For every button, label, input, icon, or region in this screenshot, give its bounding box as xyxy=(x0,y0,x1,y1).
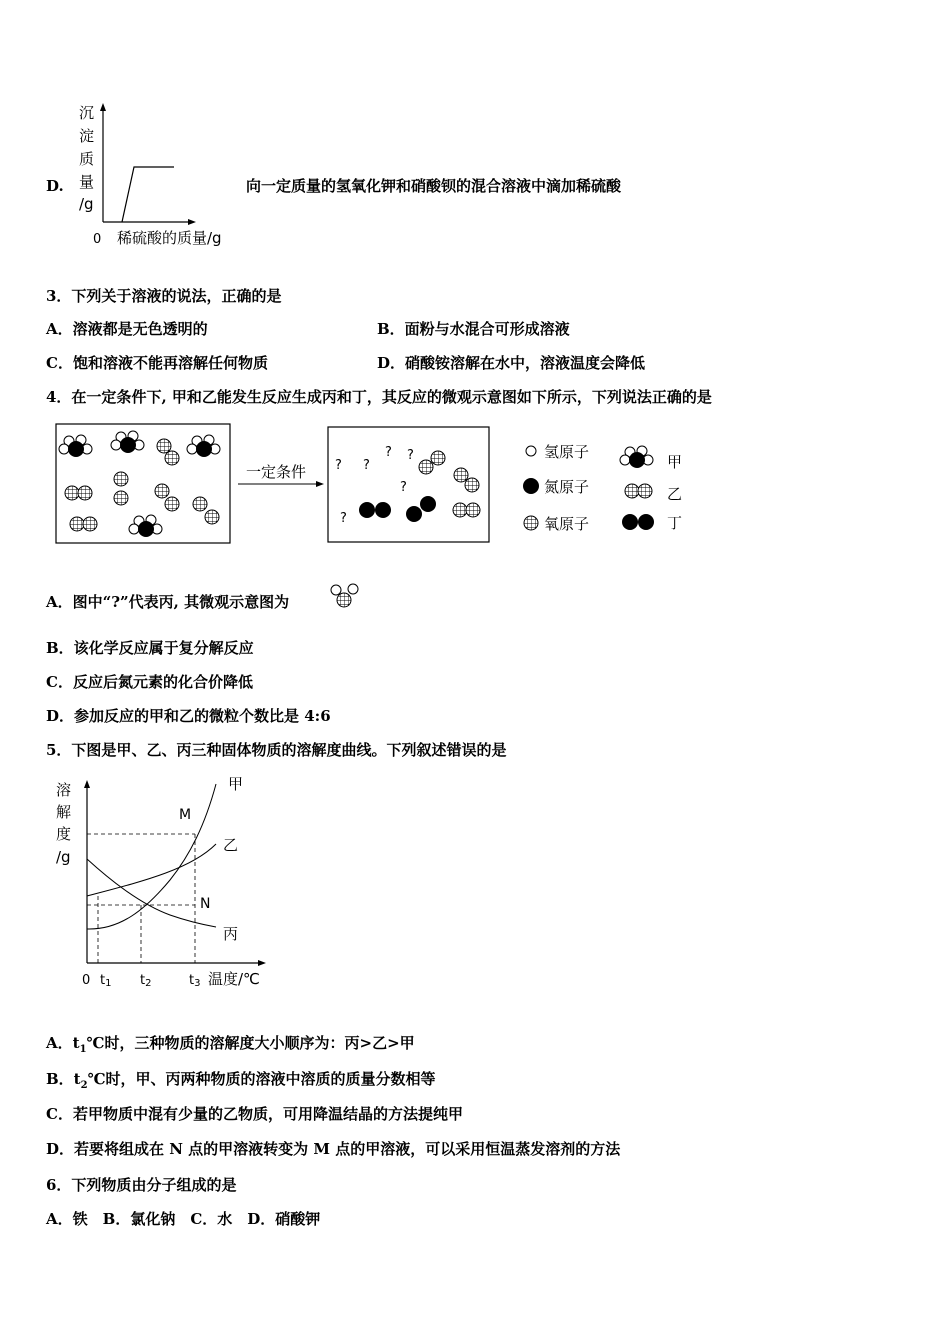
q5-x-label: 温度/℃ xyxy=(208,970,260,988)
q4-legend-o-label: 氧原子 xyxy=(544,515,590,533)
q5-y-label-3: 度 xyxy=(56,825,72,843)
q3-option-b: B．面粉与水混合可形成溶液 xyxy=(377,320,570,338)
q4-product-o-atom xyxy=(454,468,468,482)
q2-y-axis-arrow xyxy=(100,103,106,111)
q5-t2-t: t xyxy=(140,973,146,988)
q5-t3-sub: 3 xyxy=(194,978,201,989)
q4-reactant-o-atom xyxy=(205,510,219,524)
q5-t1-t: t xyxy=(100,973,106,988)
q2-precipitate-curve xyxy=(122,167,174,222)
q4-arrow-label: 一定条件 xyxy=(246,463,307,481)
q5-curve-jia xyxy=(87,784,216,929)
q5-curve-jia-label: 甲 xyxy=(228,775,244,793)
q4-product-n-atom xyxy=(420,496,436,512)
q6-stem: 6．下列物质由分子组成的是 xyxy=(46,1176,237,1194)
q4-legend-n-atom xyxy=(523,478,539,494)
q4-option-a: A．图中“?”代表丙, 其微观示意图为 xyxy=(46,593,290,611)
q5-option-a-pre: A．t xyxy=(46,1034,80,1052)
q4-product-n-atom xyxy=(406,506,422,522)
q5-option-a-sub: 1 xyxy=(79,1044,87,1055)
q5-point-n-label: N xyxy=(200,896,211,912)
q2-y-label xyxy=(79,104,94,213)
q4-reactant-o-atom xyxy=(165,451,179,465)
q2-y-label-5: /g xyxy=(79,195,94,213)
q5-y-axis-arrow xyxy=(84,780,90,788)
q2-x-axis-arrow xyxy=(188,219,196,225)
q4-reactant-o-atom xyxy=(165,497,179,511)
q2-y-label-2: 淀 xyxy=(79,127,95,145)
q2-option-d-text: 向一定质量的氢氧化钾和硝酸钡的混合溶液中滴加稀硫酸 xyxy=(246,177,622,195)
q5-y-label-2: 解 xyxy=(56,803,72,821)
q4-legend-h-atom xyxy=(526,446,536,456)
q5-dashed-guides xyxy=(87,834,195,963)
q4-arrow-head xyxy=(316,481,324,487)
q5-t1-label xyxy=(100,973,111,989)
q4-legend-h-label: 氢原子 xyxy=(544,443,590,461)
q5-t1-sub: 1 xyxy=(105,978,112,989)
q5-curve-yi xyxy=(87,844,216,896)
q5-y-label xyxy=(56,781,71,866)
q5-option-b-pre: B．t xyxy=(46,1070,81,1088)
q3-stem: 3．下列关于溶液的说法，正确的是 xyxy=(46,287,282,305)
q2-y-label-1: 沉 xyxy=(79,104,95,122)
q2-option-d-letter: D. xyxy=(46,177,64,195)
q5-option-b-post: ℃时，甲、丙两种物质的溶液中溶质的质量分数相等 xyxy=(87,1070,436,1088)
q4-legend-ding-label: 丁 xyxy=(667,514,683,532)
q4-stem: 4．在一定条件下, 甲和乙能发生反应生成丙和丁，其反应的微观示意图如下所示，下列说法正确的是 xyxy=(46,388,712,406)
q4-unknown-mark: ? xyxy=(385,445,392,460)
q5-solubility-chart xyxy=(50,770,280,995)
q5-t2-sub: 2 xyxy=(145,978,152,989)
q4-product-o-atom xyxy=(465,478,479,492)
q4-reactant-o-atom xyxy=(155,484,169,498)
q6-options: A．铁 B．氯化钠 C．水 D．硝酸钾 xyxy=(46,1210,321,1228)
q5-t3-t: t xyxy=(189,973,195,988)
q5-y-label-4: /g xyxy=(56,848,71,866)
q3-option-c: C．饱和溶液不能再溶解任何物质 xyxy=(46,354,268,372)
q4-option-a-molecule-icon xyxy=(326,583,362,613)
q4-unknown-mark: ? xyxy=(340,511,347,526)
q4-product-o-atom xyxy=(419,460,433,474)
q4-legend-jia-molecule xyxy=(620,446,653,468)
q2-x-label: 稀硫酸的质量/g xyxy=(117,229,222,247)
q5-option-b-sub: 2 xyxy=(80,1080,88,1091)
q4-legend-yi-molecule xyxy=(625,484,652,498)
q4-legend xyxy=(523,443,682,533)
q4-legend-jia-label: 甲 xyxy=(667,453,683,471)
q4-unknown-mark: ? xyxy=(335,458,342,473)
q5-curve-bing xyxy=(87,859,216,927)
q5-t2-label xyxy=(140,973,151,989)
q5-option-b xyxy=(46,1069,436,1096)
q4-reactant-o-atom xyxy=(114,491,128,505)
q3-option-d: D．硝酸铵溶解在水中，溶液温度会降低 xyxy=(377,354,646,372)
q5-x-axis-arrow xyxy=(258,960,266,966)
q4-reactant-o-atom xyxy=(114,472,128,486)
q4-legend-n-label: 氮原子 xyxy=(544,478,590,496)
q4-reactant-o-atom xyxy=(157,439,171,453)
q5-option-d: D．若要将组成在 N 点的甲溶液转变为 M 点的甲溶液，可以采用恒温蒸发溶剂的方法 xyxy=(46,1140,621,1158)
q5-option-a xyxy=(46,1033,415,1060)
q5-t3-label xyxy=(189,973,200,989)
q5-curve-bing-label: 丙 xyxy=(223,925,239,943)
q5-curve-yi-label: 乙 xyxy=(223,836,239,854)
q5-option-c: C．若甲物质中混有少量的乙物质，可用降温结晶的方法提纯甲 xyxy=(46,1105,463,1123)
q4-reactant-o-atom xyxy=(193,497,207,511)
q5-origin-label: 0 xyxy=(82,973,91,988)
q4-unknown-mark: ? xyxy=(363,458,370,473)
q4-unknown-mark: ? xyxy=(400,480,407,495)
q4-legend-o-atom xyxy=(524,516,538,530)
q2-y-label-3: 质 xyxy=(79,150,95,168)
q4-reaction-diagram xyxy=(50,418,710,550)
q4-legend-yi-label: 乙 xyxy=(667,485,683,503)
q4-product-o-atom xyxy=(431,451,445,465)
q5-t-ticks xyxy=(100,973,200,989)
q4-legend-ding-molecule xyxy=(622,514,654,530)
q4-unknown-mark: ? xyxy=(407,448,414,463)
q5-point-m-label: M xyxy=(179,807,192,823)
q2-precipitate-chart xyxy=(70,98,250,250)
q5-y-label-1: 溶 xyxy=(56,781,72,799)
q4-option-c: C．反应后氮元素的化合价降低 xyxy=(46,673,253,691)
q3-option-a: A．溶液都是无色透明的 xyxy=(46,320,208,338)
q5-stem: 5．下图是甲、乙、丙三种固体物质的溶解度曲线。下列叙述错误的是 xyxy=(46,741,507,759)
q5-option-a-post: ℃时，三种物质的溶解度大小顺序为：丙>乙>甲 xyxy=(86,1034,415,1052)
q2-origin-label: 0 xyxy=(93,232,102,247)
q2-y-label-4: 量 xyxy=(79,173,95,191)
q4-option-d: D．参加反应的甲和乙的微粒个数比是 4:6 xyxy=(46,707,331,725)
q4-option-b: B．该化学反应属于复分解反应 xyxy=(46,639,254,657)
